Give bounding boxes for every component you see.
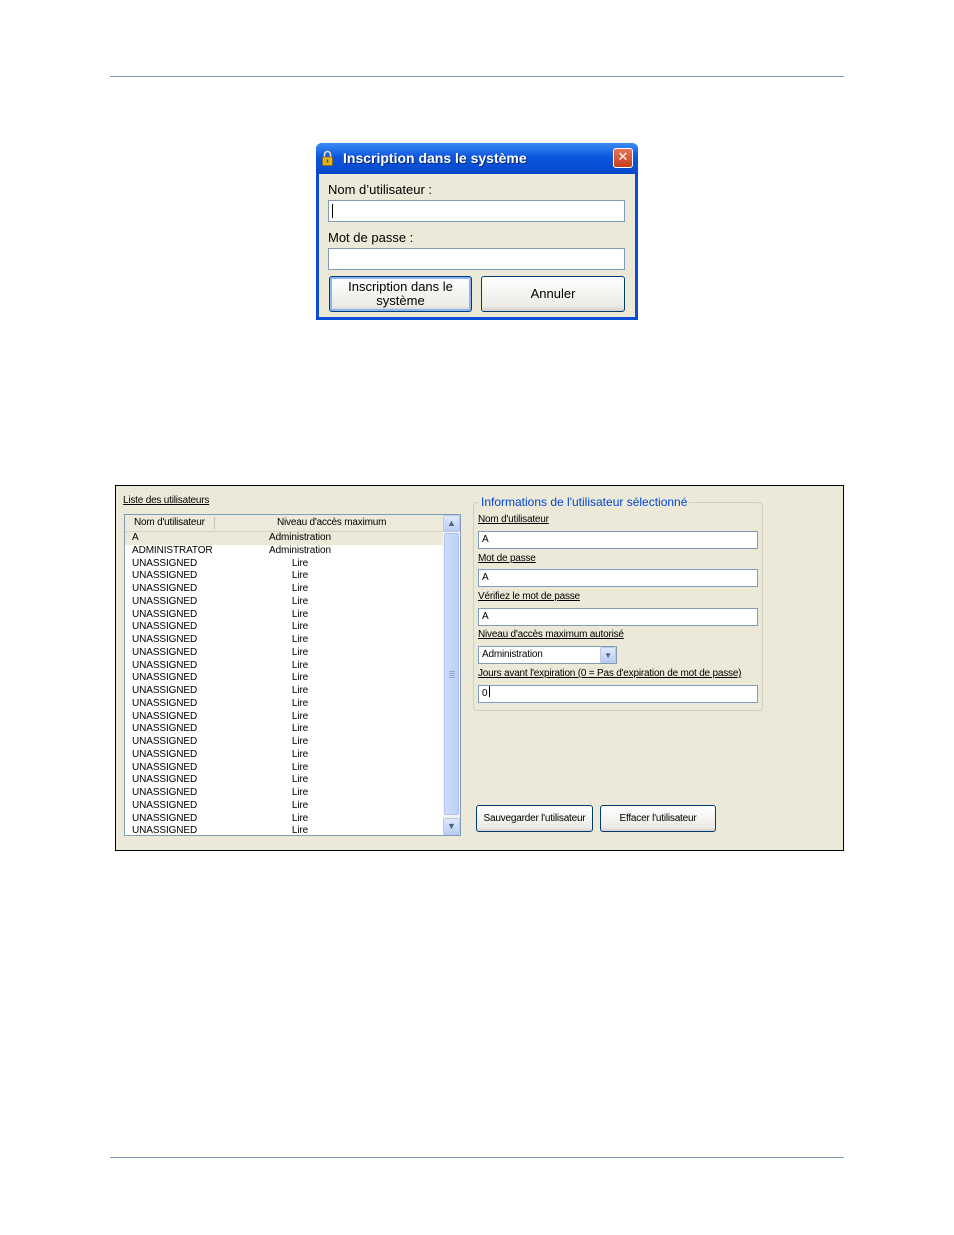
text-caret — [332, 204, 333, 218]
save-user-button[interactable]: Sauvegarder l'utilisateur — [476, 805, 593, 832]
dialog-title: Inscription dans le système — [343, 150, 527, 166]
row-access-level: Lire — [291, 748, 309, 760]
table-row[interactable] — [125, 660, 443, 673]
thumb-grip — [449, 677, 455, 678]
row-username: UNASSIGNED — [132, 799, 198, 811]
user-rows — [125, 532, 443, 836]
access-level-select[interactable] — [478, 646, 617, 664]
table-row[interactable] — [125, 723, 443, 736]
row-username: UNASSIGNED — [132, 634, 198, 645]
thumb-grip — [449, 675, 455, 676]
row-username: UNASSIGNED — [132, 583, 198, 594]
verify-password-input[interactable]: A — [478, 608, 758, 626]
table-row[interactable] — [125, 596, 443, 609]
lock-icon — [322, 150, 333, 166]
row-access-level: Lire — [291, 608, 309, 620]
username-label: Nom d’utilisateur : — [328, 182, 433, 197]
row-username: UNASSIGNED — [132, 697, 198, 709]
close-icon[interactable]: ✕ — [613, 148, 633, 168]
row-access-level: Lire — [291, 787, 309, 798]
row-username: UNASSIGNED — [132, 748, 198, 760]
row-username: UNASSIGNED — [132, 557, 198, 569]
table-row[interactable] — [125, 749, 443, 762]
password-label: Mot de passe : — [328, 230, 414, 245]
expiry-label: Jours avant l'expiration (0 = Pas d'expiration de mot de passe) — [478, 668, 742, 679]
row-access-level: Lire — [291, 697, 309, 709]
row-username: UNASSIGNED — [132, 774, 198, 786]
table-row[interactable] — [125, 800, 443, 813]
row-username: A — [132, 532, 139, 543]
access-level-value: Administration — [482, 649, 543, 660]
list-header — [125, 515, 443, 532]
row-username: UNASSIGNED — [132, 685, 198, 696]
row-username: UNASSIGNED — [132, 570, 198, 582]
table-row[interactable] — [125, 558, 443, 571]
row-username: UNASSIGNED — [132, 672, 198, 684]
table-row[interactable] — [125, 787, 443, 800]
row-access-level: Lire — [291, 634, 309, 645]
table-row[interactable] — [125, 762, 443, 775]
user-list-label: Liste des utilisateurs — [123, 495, 210, 506]
table-row[interactable] — [125, 545, 443, 558]
table-row[interactable] — [125, 685, 443, 698]
table-row[interactable] — [125, 634, 443, 647]
scroll-down-icon[interactable]: ▼ — [443, 818, 460, 835]
row-username: ADMINISTRATOR — [132, 544, 213, 556]
table-row[interactable] — [125, 698, 443, 711]
thumb-grip — [449, 673, 455, 674]
text-caret — [489, 686, 490, 697]
row-username: UNASSIGNED — [132, 710, 198, 722]
row-access-level: Lire — [291, 570, 309, 582]
row-username: UNASSIGNED — [132, 621, 198, 633]
detail-password-input[interactable]: A — [478, 569, 758, 587]
detail-username-label: Nom d'utilisateur — [478, 514, 549, 525]
row-access-level: Lire — [291, 595, 309, 607]
table-row[interactable] — [125, 736, 443, 749]
scroll-thumb[interactable] — [444, 533, 459, 815]
user-details-title: Informations de l'utilisateur sélectionné — [481, 495, 688, 509]
table-row[interactable] — [125, 711, 443, 724]
user-list[interactable] — [124, 514, 461, 836]
column-header-access-level[interactable]: Niveau d'accès maximum — [277, 517, 387, 528]
thumb-grip — [449, 671, 455, 672]
table-row[interactable] — [125, 532, 443, 545]
table-row[interactable] — [125, 672, 443, 685]
row-access-level: Administration — [269, 532, 331, 543]
table-row[interactable] — [125, 570, 443, 583]
login-button[interactable] — [329, 276, 472, 312]
detail-username-input[interactable]: A — [478, 531, 758, 549]
row-access-level: Lire — [291, 621, 309, 633]
delete-user-button[interactable]: Effacer l'utilisateur — [600, 805, 716, 832]
access-level-label: Niveau d'accès maximum autorisé — [478, 629, 624, 640]
row-access-level: Administration — [269, 544, 331, 556]
row-access-level: Lire — [291, 761, 309, 773]
login-button-line2: système — [376, 293, 425, 308]
row-access-level: Lire — [291, 825, 309, 836]
row-access-level: Lire — [291, 659, 309, 671]
dialog-client — [319, 174, 635, 317]
footer-rule — [110, 1157, 844, 1158]
row-access-level: Lire — [291, 710, 309, 722]
login-dialog — [316, 143, 638, 320]
list-scrollbar[interactable] — [443, 515, 460, 835]
dialog-titlebar[interactable] — [316, 143, 638, 174]
row-access-level: Lire — [291, 812, 309, 824]
table-row[interactable] — [125, 583, 443, 596]
row-username: UNASSIGNED — [132, 608, 198, 620]
row-username: UNASSIGNED — [132, 812, 198, 824]
table-row[interactable] — [125, 774, 443, 787]
user-management-panel — [115, 485, 844, 851]
row-username: UNASSIGNED — [132, 723, 198, 735]
row-username: UNASSIGNED — [132, 825, 198, 836]
verify-password-label: Vérifiez le mot de passe — [478, 591, 580, 602]
row-access-level: Lire — [291, 799, 309, 811]
row-username: UNASSIGNED — [132, 595, 198, 607]
cancel-button[interactable]: Annuler — [481, 276, 625, 312]
row-access-level: Lire — [291, 685, 309, 696]
username-input[interactable] — [328, 200, 625, 222]
row-username: UNASSIGNED — [132, 646, 198, 658]
row-username: UNASSIGNED — [132, 787, 198, 798]
row-access-level: Lire — [291, 557, 309, 569]
table-row[interactable] — [125, 647, 443, 660]
dropdown-arrow-icon[interactable]: ▼ — [600, 647, 616, 663]
row-username: UNASSIGNED — [132, 659, 198, 671]
expiry-input[interactable] — [478, 685, 758, 703]
expiry-value: 0 — [482, 688, 488, 699]
table-row[interactable] — [125, 825, 443, 836]
header-rule — [110, 76, 844, 77]
row-access-level: Lire — [291, 774, 309, 786]
login-button-line1: Inscription dans le — [348, 279, 453, 294]
column-separator[interactable] — [214, 517, 215, 529]
row-access-level: Lire — [291, 583, 309, 594]
row-access-level: Lire — [291, 736, 309, 747]
row-access-level: Lire — [291, 723, 309, 735]
row-access-level: Lire — [291, 646, 309, 658]
row-username: UNASSIGNED — [132, 761, 198, 773]
table-row[interactable] — [125, 621, 443, 634]
scroll-up-icon[interactable]: ▲ — [443, 515, 460, 532]
password-input[interactable] — [328, 248, 625, 270]
table-row[interactable] — [125, 609, 443, 622]
table-row[interactable] — [125, 813, 443, 826]
detail-password-label: Mot de passe — [478, 553, 536, 564]
row-username: UNASSIGNED — [132, 736, 198, 747]
row-access-level: Lire — [291, 672, 309, 684]
column-header-username[interactable]: Nom d'utilisateur — [134, 517, 205, 528]
